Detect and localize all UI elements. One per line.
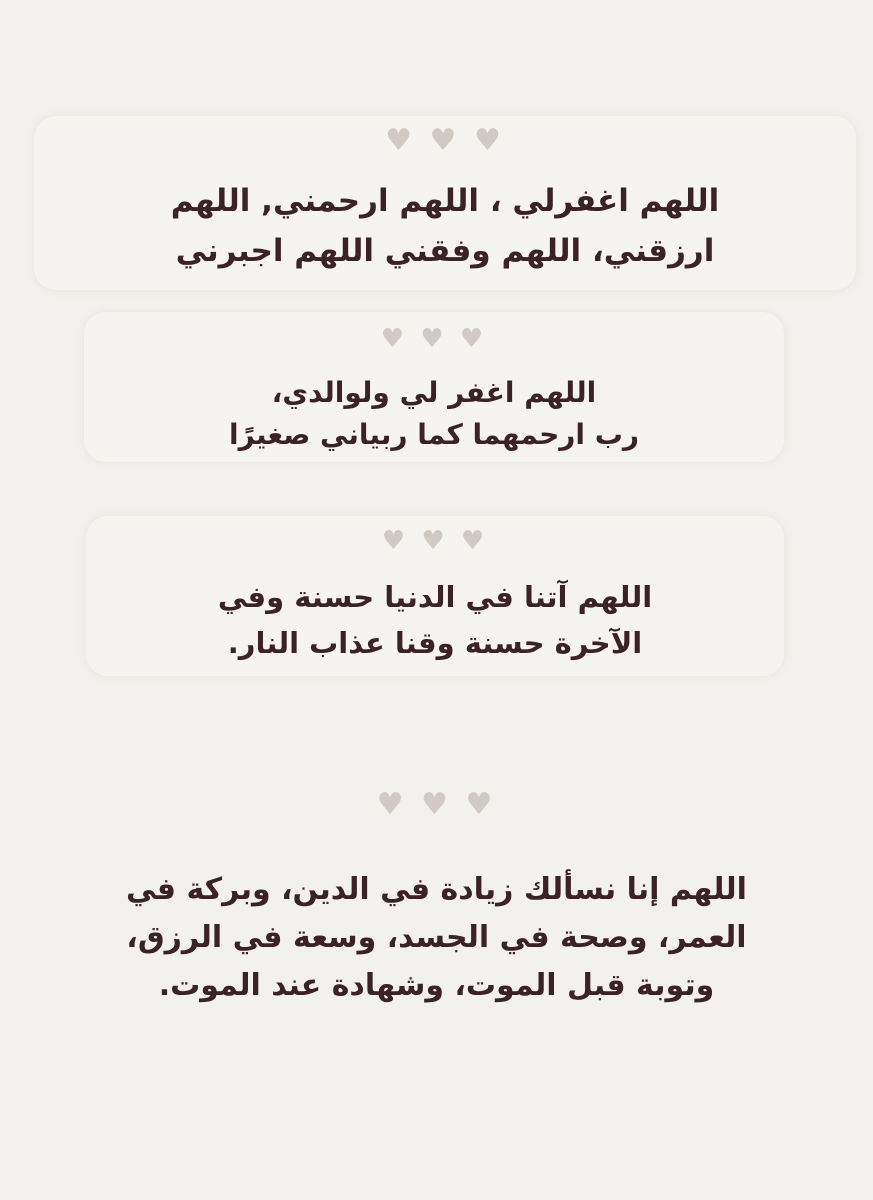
hearts-divider [34,123,856,158]
heart-icon: ♥ ♥ ♥ [385,123,505,158]
dua-text [84,372,784,456]
dua-text [0,866,873,1010]
dua-line: اللهم إنا نسألك زيادة في الدين، وبركة في [126,872,747,907]
dua-line: ارزقني، اللهم وفقني اللهم اجبرني [175,233,715,269]
dua-line: رب ارحمهما كما ربياني صغيرًا [229,418,639,451]
dua-line: اللهم اغفرلي ، اللهم ارحمني, اللهم [170,183,720,219]
dua-line: الآخرة حسنة وقنا عذاب النار. [227,626,643,660]
dua-card-blessings [0,786,873,1046]
dua-text [34,176,856,276]
dua-card-dunya-akhira [86,516,784,676]
hearts-divider [86,528,784,554]
heart-icon: ♥ ♥ ♥ [381,526,489,556]
dua-line: اللهم آتنا في الدنيا حسنة وفي [217,580,653,614]
hearts-divider [84,326,784,352]
dua-card-forgiveness [34,116,856,290]
heart-icon: ♥ ♥ ♥ [380,324,488,354]
dua-line: العمر، وصحة في الجسد، وسعة في الرزق، [126,920,747,955]
dua-text [86,574,784,666]
hearts-divider [0,787,873,822]
dua-card-parents [84,312,784,462]
dua-line: وتوبة قبل الموت، وشهادة عند الموت. [158,968,715,1003]
heart-icon: ♥ ♥ ♥ [376,787,497,822]
dua-line: اللهم اغفر لي ولوالدي، [271,376,597,409]
